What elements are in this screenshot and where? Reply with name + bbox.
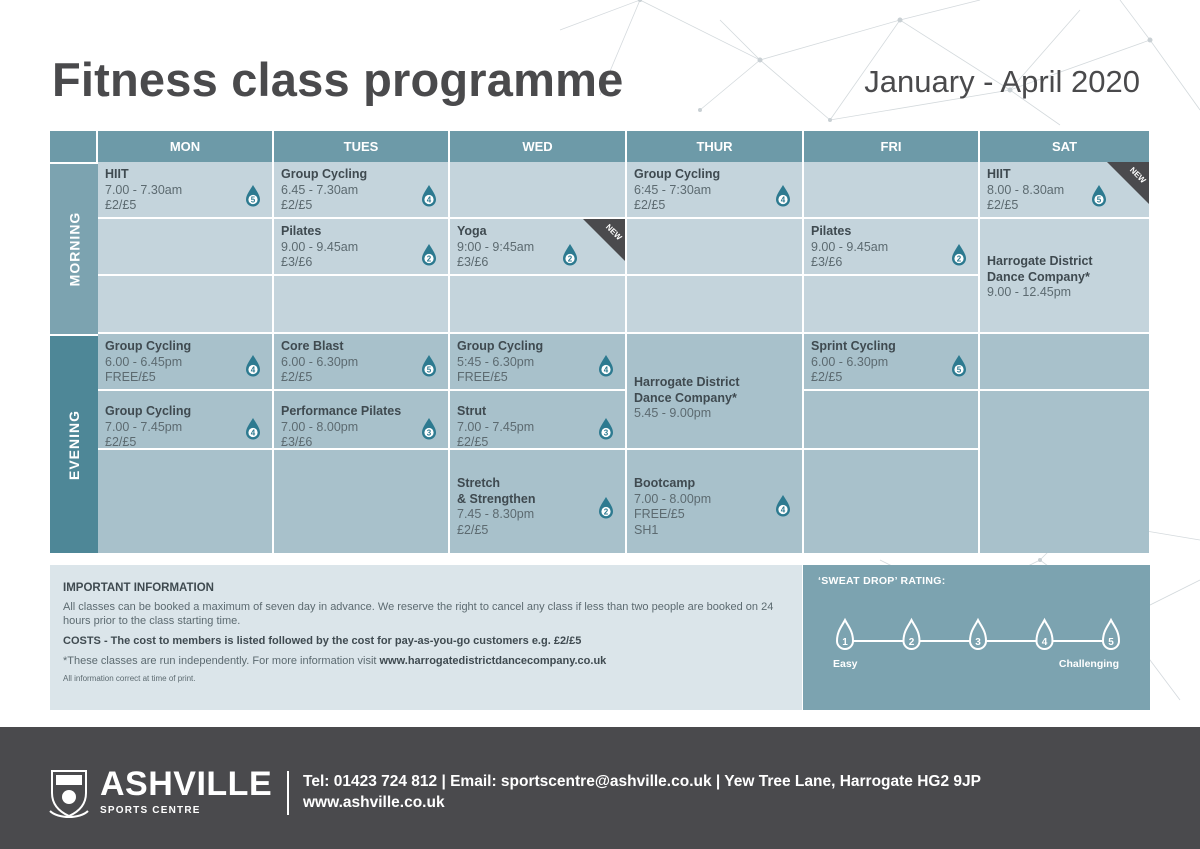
sweat-drop-icon xyxy=(244,184,262,208)
class-cell xyxy=(804,334,980,391)
class-cell xyxy=(450,450,627,553)
sweat-drop-icon xyxy=(420,184,438,208)
empty-cell xyxy=(98,219,274,276)
class-cell xyxy=(980,162,1149,219)
rating-number: 3 xyxy=(603,428,609,438)
class-cost: £2/£5 xyxy=(457,522,489,537)
class-time: 7.45 - 8.30pm xyxy=(457,507,535,521)
class-time: 7.00 - 7.30am xyxy=(105,182,183,197)
class-time: 9:00 - 9:45am xyxy=(457,239,535,254)
timetable xyxy=(50,131,1149,553)
class-cost: £2/£5 xyxy=(457,435,489,449)
new-badge-label: NEW xyxy=(1127,165,1148,186)
class-name: Bootcamp xyxy=(634,476,696,490)
brand-subtitle: SPORTS CENTRE xyxy=(100,805,201,816)
rating-number: 2 xyxy=(567,254,573,264)
rating-number: 3 xyxy=(426,428,432,438)
class-time: 6.00 - 6.45pm xyxy=(105,354,183,369)
sweat-drop-icon xyxy=(244,417,262,441)
booking-text: All classes can be booked a maximum of seven day in advance. We reserve the right to cancel any class if less than two people are booked on 24 hours prior to the class starting time. xyxy=(63,601,774,627)
sweat-drop-icon xyxy=(774,184,792,208)
class-name: Stretch xyxy=(457,476,501,490)
new-badge xyxy=(1107,162,1149,204)
empty-cell xyxy=(627,276,804,334)
empty-cell xyxy=(274,276,450,334)
rating-number: 4 xyxy=(250,428,256,438)
class-time: 7.00 - 7.45pm xyxy=(105,419,183,434)
class-cost: £2/£5 xyxy=(281,370,313,384)
class-name: HIIT xyxy=(987,167,1011,181)
class-cell xyxy=(627,450,804,553)
class-name: Harrogate District xyxy=(987,254,1093,268)
sweat-drop-icon xyxy=(1090,184,1108,208)
sweat-drop-icon xyxy=(597,354,615,378)
class-name: Dance Company* xyxy=(634,390,737,405)
morning-label: MORNING xyxy=(66,211,83,287)
empty-cell xyxy=(804,450,980,553)
class-name: HIIT xyxy=(105,167,129,181)
class-time: 7.00 - 8.00pm xyxy=(281,419,359,434)
rating-number: 2 xyxy=(603,507,609,517)
class-name: Yoga xyxy=(457,224,487,238)
class-room: SH1 xyxy=(634,522,659,537)
class-cell xyxy=(274,391,450,450)
class-cell xyxy=(627,162,804,219)
rating-number: 5 xyxy=(1096,195,1102,205)
class-name: Pilates xyxy=(281,224,322,238)
school-crest-icon xyxy=(48,767,90,819)
day-header-mon: MON xyxy=(98,131,274,162)
class-time: 5.45 - 9.00pm xyxy=(634,406,712,420)
dance-company-link[interactable]: www.harrogatedistrictdancecompany.co.uk xyxy=(379,655,607,667)
disclaimer: All information correct at time of print. xyxy=(63,674,196,683)
sweat-drop-icon xyxy=(420,243,438,267)
empty-cell xyxy=(274,450,450,553)
scale-level-label: 3 xyxy=(975,637,981,648)
rating-number: 2 xyxy=(426,254,432,264)
rating-number: 4 xyxy=(250,365,256,375)
class-cost: £3/£6 xyxy=(281,435,313,449)
empty-cell xyxy=(980,334,1149,391)
scale-drop-icon xyxy=(970,620,986,649)
footer-divider xyxy=(287,771,289,815)
day-header-fri: FRI xyxy=(804,131,980,162)
contact-line[interactable]: Tel: 01423 724 812 | Email: sportscentre@ashville.co.uk | Yew Tree Lane, Harrogate HG2 9JP xyxy=(303,773,981,790)
sweat-drop-icon xyxy=(561,243,579,267)
empty-cell xyxy=(804,276,980,334)
class-time: 5:45 - 6.30pm xyxy=(457,354,535,369)
class-name: & Strengthen xyxy=(457,491,536,506)
class-cost: FREE/£5 xyxy=(105,370,156,384)
empty-cell xyxy=(980,391,1149,553)
day-header-wed: WED xyxy=(450,131,627,162)
class-cost: £2/£5 xyxy=(105,435,137,449)
rating-number: 4 xyxy=(603,365,609,375)
class-name: Sprint Cycling xyxy=(811,339,896,353)
class-cost: £2/£5 xyxy=(105,198,137,212)
date-range: January - April 2020 xyxy=(864,64,1140,99)
class-cell xyxy=(274,162,450,219)
info-heading: IMPORTANT INFORMATION xyxy=(63,582,214,594)
sweat-drop-icon xyxy=(950,354,968,378)
brand-name: ASHVILLE xyxy=(100,765,273,803)
class-time: 6.00 - 6.30pm xyxy=(811,354,889,369)
class-name: Group Cycling xyxy=(281,167,368,181)
class-time: 7.00 - 8.00pm xyxy=(634,491,712,506)
rating-number: 5 xyxy=(426,365,432,375)
scale-drop-icon xyxy=(1037,620,1053,649)
class-cell xyxy=(98,162,274,219)
class-time: 6:45 - 7:30am xyxy=(634,182,712,197)
class-cell xyxy=(98,334,274,391)
scale-level-label: 5 xyxy=(1108,637,1114,648)
class-name: Group Cycling xyxy=(634,167,721,181)
class-cell xyxy=(450,391,627,450)
rating-number: 5 xyxy=(250,195,256,205)
sweat-drop-icon xyxy=(420,354,438,378)
day-header-thur: THUR xyxy=(627,131,804,162)
evening-label: EVENING xyxy=(66,409,83,480)
scale-drop-icon xyxy=(1103,620,1119,649)
class-name: Pilates xyxy=(811,224,852,238)
empty-cell xyxy=(450,162,627,219)
class-name: Core Blast xyxy=(281,339,344,353)
important-info-panel xyxy=(50,565,802,710)
header-corner xyxy=(50,131,98,162)
empty-cell xyxy=(804,162,980,219)
class-cost: FREE/£5 xyxy=(457,370,508,384)
class-time: 9.00 - 9.45am xyxy=(811,239,889,254)
empty-cell xyxy=(98,450,274,553)
scale-level-label: 4 xyxy=(1041,637,1048,648)
sweat-drop-icon xyxy=(597,417,615,441)
empty-cell xyxy=(804,391,980,450)
empty-cell xyxy=(450,276,627,334)
class-cell xyxy=(450,334,627,391)
rating-number: 5 xyxy=(956,365,962,375)
page-title: Fitness class programme xyxy=(52,53,624,106)
sweat-drop-icon xyxy=(774,494,792,518)
day-header-sat: SAT xyxy=(980,131,1149,162)
class-name: Strut xyxy=(457,404,487,418)
sweat-drop-icon xyxy=(950,243,968,267)
class-cost: £3/£6 xyxy=(811,255,843,269)
class-cost: £2/£5 xyxy=(987,198,1019,212)
class-name: Group Cycling xyxy=(457,339,544,353)
class-name: Dance Company* xyxy=(987,269,1090,284)
class-cell xyxy=(980,219,1149,334)
new-badge-label: NEW xyxy=(603,222,624,243)
rating-scale xyxy=(833,617,1123,657)
sweat-drop-icon xyxy=(420,417,438,441)
rating-number: 4 xyxy=(780,195,786,205)
costs-description: - The cost to members is listed followed by the cost for pay-as-you-go customers e.g. £2/£5 xyxy=(100,635,582,647)
website-link[interactable]: www.ashville.co.uk xyxy=(303,794,445,811)
class-name: Performance Pilates xyxy=(281,404,402,418)
class-cost: £2/£5 xyxy=(281,198,313,212)
rating-number: 2 xyxy=(956,254,962,264)
footer xyxy=(0,727,1200,849)
sweat-drop-rating-panel xyxy=(803,565,1150,710)
class-cost: £3/£6 xyxy=(457,255,489,269)
class-cell xyxy=(627,334,804,450)
independent-note: *These classes are run independently. For more information visit xyxy=(63,655,380,667)
brand-logo xyxy=(100,767,272,816)
rating-number: 4 xyxy=(780,505,786,515)
easy-label: Easy xyxy=(833,658,858,670)
independent-text xyxy=(63,654,789,668)
day-header-tues: TUES xyxy=(274,131,450,162)
morning-band xyxy=(50,162,98,334)
sweat-drop-icon xyxy=(244,354,262,378)
scale-drop-icon xyxy=(837,620,853,649)
class-cost: FREE/£5 xyxy=(634,507,685,521)
challenging-label: Challenging xyxy=(1058,658,1119,670)
class-cell xyxy=(274,334,450,391)
costs-text xyxy=(63,634,789,648)
class-name: Group Cycling xyxy=(105,339,192,353)
class-time: 6.00 - 6.30pm xyxy=(281,354,359,369)
class-cell xyxy=(274,219,450,276)
sweat-drop-icon xyxy=(597,496,615,520)
class-cost: £3/£6 xyxy=(281,255,313,269)
class-cost: £2/£5 xyxy=(811,370,843,384)
empty-cell xyxy=(627,219,804,276)
scale-drop-icon xyxy=(904,620,920,649)
costs-label: COSTS xyxy=(63,635,101,647)
class-time: 7.00 - 7.45pm xyxy=(457,419,535,434)
class-cost: £2/£5 xyxy=(634,198,666,212)
class-time: 9.00 - 9.45am xyxy=(281,239,359,254)
empty-cell xyxy=(98,276,274,334)
rating-number: 4 xyxy=(426,195,432,205)
class-time: 9.00 - 12.45pm xyxy=(987,285,1072,299)
class-name: Harrogate District xyxy=(634,375,740,389)
evening-band xyxy=(50,334,98,553)
new-badge xyxy=(583,219,625,261)
class-cell xyxy=(450,219,627,276)
class-cell xyxy=(98,391,274,450)
class-time: 8.00 - 8.30am xyxy=(987,182,1065,197)
contact-block xyxy=(303,771,981,813)
rating-heading: ‘SWEAT DROP’ RATING: xyxy=(818,575,946,587)
class-time: 6.45 - 7.30am xyxy=(281,182,359,197)
scale-level-label: 1 xyxy=(842,637,848,648)
scale-level-label: 2 xyxy=(908,637,915,648)
class-cell xyxy=(804,219,980,276)
class-name: Group Cycling xyxy=(105,404,192,418)
